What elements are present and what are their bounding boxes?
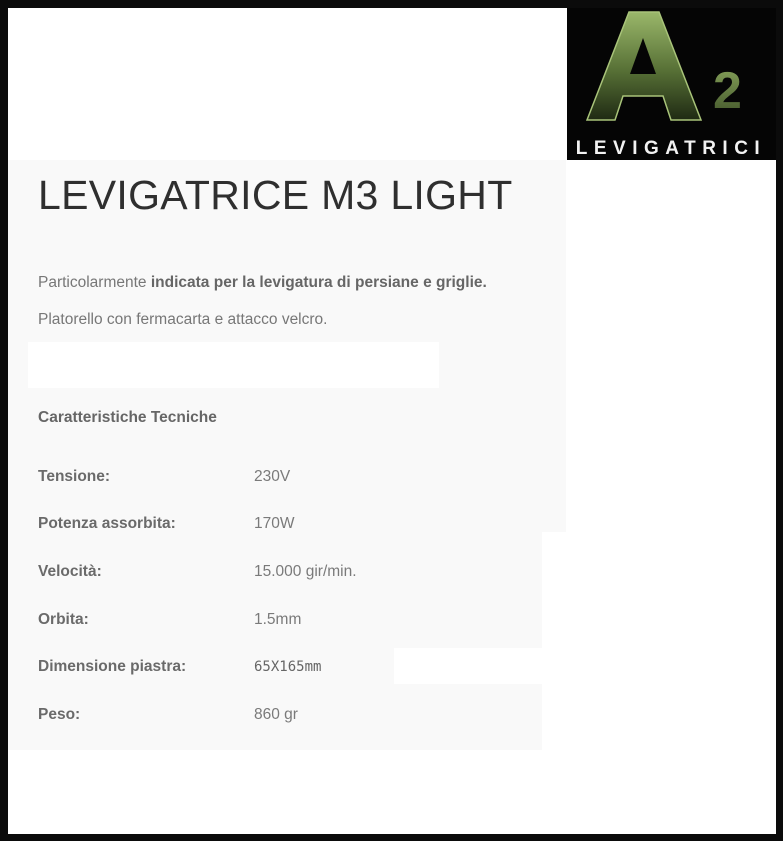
spec-row-peso xyxy=(38,706,538,728)
logo-superscript: 2 xyxy=(713,62,742,120)
brand-logo xyxy=(567,8,776,160)
spec-label: Orbita: xyxy=(38,611,89,628)
spec-value: 170W xyxy=(254,515,295,532)
spec-label: Peso: xyxy=(38,706,81,723)
intro-paragraph xyxy=(38,274,487,292)
spec-row-dimensione xyxy=(38,658,538,680)
spec-value: 860 gr xyxy=(254,706,298,723)
spec-value: 65X165mm xyxy=(254,659,322,675)
spec-value: 15.000 gir/min. xyxy=(254,563,357,580)
spec-row-orbita xyxy=(38,611,538,633)
logo-brand-text: LEVIGATRICI xyxy=(575,138,767,159)
spec-label: Dimensione piastra: xyxy=(38,658,187,675)
intro-prefix: Particolarmente xyxy=(38,274,151,291)
spec-value: 230V xyxy=(254,468,291,485)
spec-row-tensione xyxy=(38,468,538,490)
spec-value: 1.5mm xyxy=(254,611,302,628)
spec-label: Potenza assorbita: xyxy=(38,515,176,532)
blank-area-right xyxy=(542,532,776,834)
spec-label: Tensione: xyxy=(38,468,111,485)
page-frame xyxy=(8,8,776,834)
intro-highlight: indicata per la levigatura di persiane e griglie. xyxy=(150,274,487,291)
spec-row-velocita xyxy=(38,563,538,585)
spec-row-potenza xyxy=(38,515,538,537)
specs-heading: Caratteristiche Tecniche xyxy=(38,409,217,426)
page-title: LEVIGATRICE M3 LIGHT xyxy=(38,172,513,218)
spec-label: Velocità: xyxy=(38,563,102,580)
blank-area xyxy=(28,342,439,388)
description-paragraph: Platorello con fermacarta e attacco velcro. xyxy=(38,311,328,328)
logo-a2-icon xyxy=(567,8,776,160)
